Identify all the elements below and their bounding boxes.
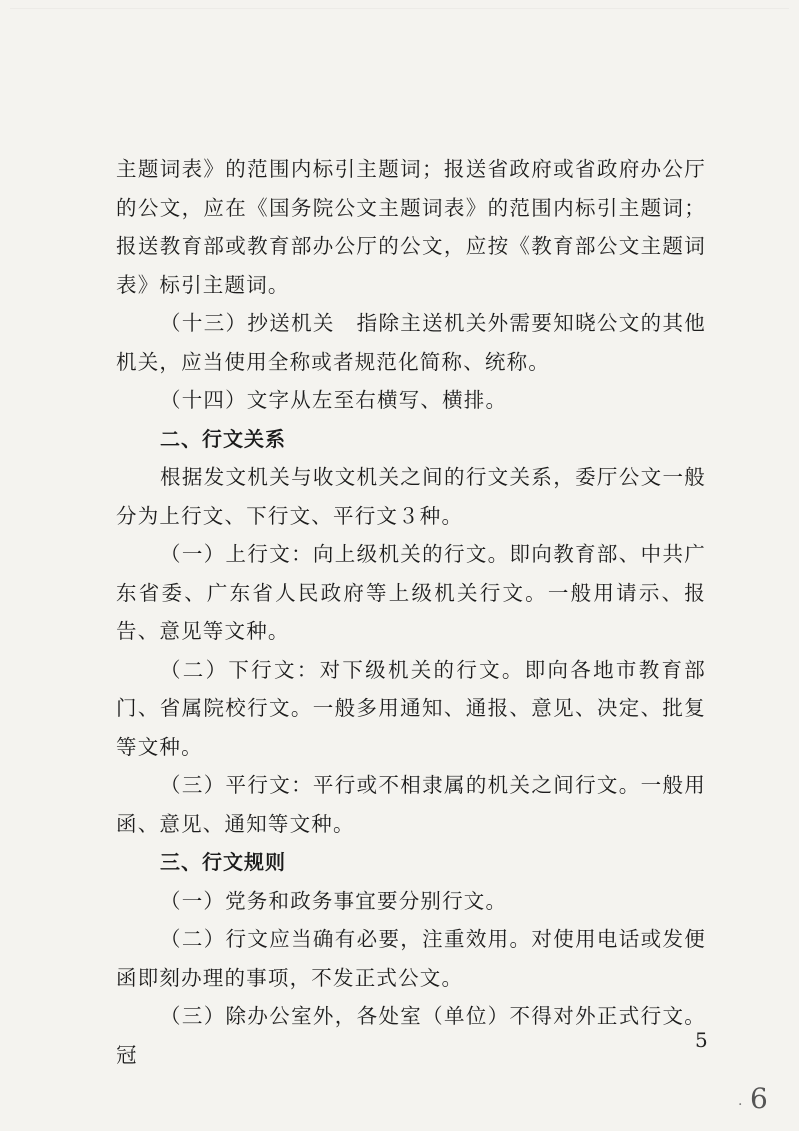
document-body: [116, 150, 706, 1074]
stamp-dot: ·: [738, 1097, 743, 1113]
paragraph-upward-doc: （一）上行文：向上级机关的行文。即向教育部、中共广东省委、广东省人民政府等上级机关行文。一般用请示、报告、意见等文种。: [116, 542, 706, 643]
paragraph-parallel-doc: （三）平行文：平行或不相隶属的机关之间行文。一般用函、意见、通知等文种。: [116, 773, 706, 836]
stamped-page-number: 6: [750, 1082, 768, 1115]
paragraph-rule-2: （二）行文应当确有必要，注重效用。对使用电话或发便函即刻办理的事项，不发正式公文。: [116, 927, 706, 990]
paragraph-rule-3: （三）除办公室外，各处室（单位）不得对外正式行文。冠: [116, 1004, 706, 1067]
paragraph-rule-1: （一）党务和政务事宜要分别行文。: [160, 888, 508, 913]
section-heading-relations: 二、行文关系: [160, 426, 286, 451]
section-heading-rules: 三、行文规则: [160, 850, 286, 874]
page-number: 5: [695, 1028, 708, 1052]
paragraph-relations-intro: 根据发文机关与收文机关之间的行文关系，委厅公文一般分为上行文、下行文、平行文３种。: [116, 465, 706, 528]
paragraph-subject-terms: 主题词表》的范围内标引主题词；报送省政府或省政府办公厅的公文，应在《国务院公文主题词表》的范围内标引主题词；报送教育部或教育部办公厅的公文，应按《教育部公文主题词表》标引主题词。: [116, 157, 706, 297]
paragraph-downward-doc: （二）下行文：对下级机关的行文。即向各地市教育部门、省属院校行文。一般多用通知、通报、意见、决定、批复等文种。: [116, 657, 706, 759]
paragraph-cc-agencies: （十三）抄送机关 指除主送机关外需要知晓公文的其他机关，应当使用全称或者规范化简称、统称。: [116, 311, 706, 374]
paragraph-text-direction: （十四）文字从左至右横写、横排。: [160, 388, 508, 412]
page-edge: [10, 8, 789, 9]
